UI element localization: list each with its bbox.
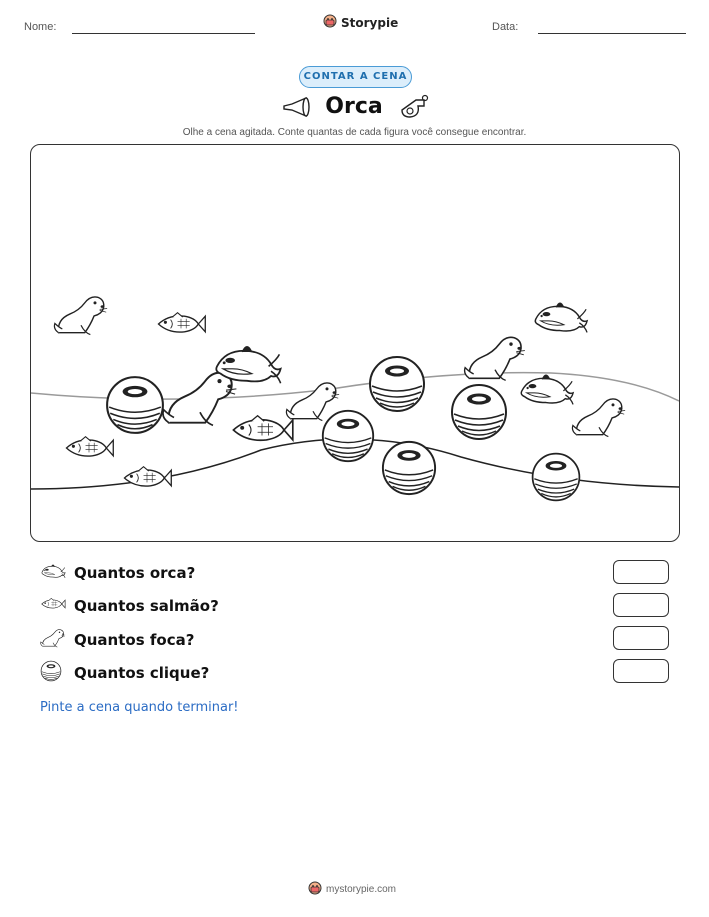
salmon [158, 313, 205, 332]
question-text: Quantos clique? [74, 664, 210, 682]
seal [286, 383, 339, 421]
answer-box-click[interactable] [613, 659, 669, 683]
answer-box-seal[interactable] [613, 626, 669, 650]
click-ball [533, 454, 580, 501]
brand-name: Storypie [341, 15, 399, 30]
question-seal [40, 628, 194, 652]
click-ball [370, 357, 424, 411]
name-field[interactable] [72, 33, 255, 34]
salmon-icon [40, 596, 66, 617]
horn-icon [282, 96, 312, 123]
seal [54, 297, 107, 335]
scene-illustration [31, 145, 679, 541]
storypie-mascot-icon [323, 14, 337, 31]
question-text: Quantos foca? [74, 631, 195, 649]
answer-box-salmon[interactable] [613, 593, 669, 617]
question-text: Quantos orca? [74, 564, 196, 582]
question-click [40, 661, 209, 685]
instructions: Olhe a cena agitada. Conte quantas de cada figura você consegue encontrar. [182, 127, 527, 138]
footer-site [308, 881, 396, 898]
date-label: Data: [492, 21, 519, 33]
page-title: Orca [325, 94, 383, 119]
name-label: Nome: [24, 21, 57, 33]
seal [465, 337, 525, 380]
date-field[interactable] [538, 33, 686, 34]
brand-logo [323, 14, 398, 31]
counting-scene[interactable] [30, 144, 680, 542]
orca-icon [40, 561, 66, 586]
question-salmon [40, 594, 219, 618]
seal-icon [40, 627, 66, 654]
question-orca [40, 561, 195, 585]
salmon [233, 416, 292, 441]
click-ball [323, 411, 373, 461]
question-text: Quantos salmão? [74, 597, 219, 615]
storypie-mascot-icon [308, 881, 322, 898]
coloring-note: Pinte a cena quando terminar! [40, 700, 239, 715]
click-ball [107, 377, 163, 433]
orca [216, 347, 280, 384]
seal [572, 399, 625, 437]
click-ball [383, 442, 435, 494]
whistle-icon [398, 94, 430, 125]
click-ball-icon [40, 660, 62, 687]
orca [521, 375, 573, 404]
site-url[interactable]: mystorypie.com [326, 884, 397, 895]
salmon [124, 467, 171, 486]
click-ball [452, 385, 506, 439]
answer-box-orca[interactable] [613, 560, 669, 584]
orca [535, 303, 587, 332]
salmon [66, 437, 113, 456]
activity-badge: CONTAR A CENA [299, 66, 412, 88]
